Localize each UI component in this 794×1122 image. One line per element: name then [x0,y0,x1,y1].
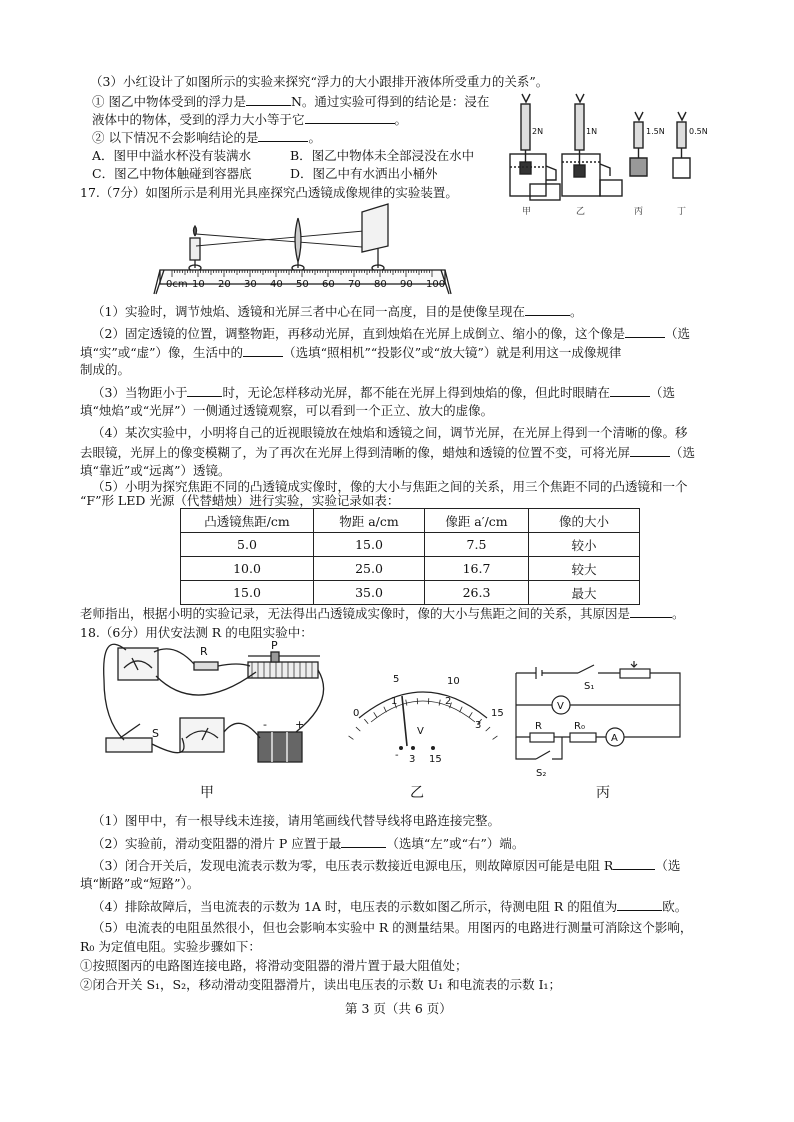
fig-label: 丙 [596,785,610,801]
switch-s2-symbol [536,751,550,759]
circuit-diagram-figure [508,655,688,780]
q17-p4a: （4）某次实验中，小明将自己的近视眼镜放在烛焰和透镜之间，调节光屏，在光屏上得到一个清晰的像。移 [92,425,688,440]
q18-heading: 18.（6分）用伏安法测 R 的电阻实验中： [80,625,313,640]
answer-blank[interactable] [613,856,655,870]
q17-p6 [80,604,685,622]
table-cell: 7.5 [425,533,529,557]
fig-label: 丙 [634,207,644,217]
dial-tick [439,700,440,706]
table-header-cell: 像距 a′/cm [425,509,529,533]
screen-icon [362,204,388,252]
dial-top-label: 5 [393,674,400,685]
table-cell: 最大 [529,581,640,605]
dial-tick [469,712,472,717]
table-header-row [181,509,640,533]
q17-p4d: 填“靠近”或“远离”）透镜。 [80,463,231,478]
dial-bottom-label: 1 [391,696,398,707]
answer-blank[interactable] [617,897,662,911]
circuit-apparatus-figure [96,640,336,775]
q18-p1: （1）图甲中，有一根导线未连接，请用笔画线代替导线将电路连接完整。 [92,813,500,828]
q16-item1-line2 [92,110,407,128]
q16-item1-c: 液体中的物体，受到的浮力大小等于它 [92,112,305,127]
q16-item1-line1 [92,92,489,110]
voltmeter-dial-figure [345,670,505,770]
page-footer: 第 3 页（共 6 页） [345,1001,452,1016]
q17-p2-line2 [80,343,621,361]
answer-blank[interactable] [610,383,650,397]
q18-p3b: （选 [655,858,681,873]
ruler-tick-label: 10 [192,279,205,290]
answer-blank[interactable] [258,128,308,142]
dial-tick [349,736,354,740]
table-cell: 15.0 [314,533,425,557]
dial-tick [493,736,498,740]
dial-tick [364,719,368,724]
answer-blank[interactable] [305,110,395,124]
label-s2: S₂ [536,768,547,779]
dial-bottom-label: 0 [353,708,360,719]
dial-bottom-label: 3 [475,720,482,731]
answer-blank[interactable] [341,834,386,848]
answer-blank[interactable] [187,383,222,397]
q17-p1-end: 。 [569,304,583,319]
answer-blank[interactable] [630,604,672,618]
q16-option-c: C．图乙中物体触碰到容器底 [92,166,252,181]
label-a: A [611,733,618,744]
voltmeter-icon [180,718,224,752]
q18-p3-line1 [92,856,680,874]
candle-icon [190,238,200,260]
q18-p2a: （2）实验前，滑动变阻器的滑片 P 应置于最 [92,836,342,851]
resistor-icon [194,662,218,670]
answer-blank[interactable] [625,324,665,338]
rheostat-icon [248,662,318,678]
dial-bottom-label: 2 [445,696,452,707]
q17-p1-text: （1）实验时，调节烛焰、透镜和光屏三者中心在同一高度，目的是使像呈现在 [92,304,525,319]
ruler-tick-label: 30 [244,279,257,290]
q18-step2: ②闭合开关 S₁，S₂，移动滑动变阻器滑片，读出电压表的示数 U₁ 和电流表的示数 I₁； [80,977,562,992]
q16-item2-text: ② 以下情况不会影响结论的是 [92,130,259,145]
ruler-tick-label: 50 [296,279,309,290]
buoyancy-experiment-figure [500,92,710,217]
table-row [181,533,640,557]
lens-record-table [180,508,640,605]
dial-tick [374,712,377,717]
q17-p3d: 填“烛焰”或“光屏”）一侧通过透镜观察，可以看到一个正立、放大的虚像。 [80,403,494,418]
dial-top-label: 10 [447,676,460,687]
label-minus: - [263,718,267,731]
q18-p2 [92,834,524,852]
q18-p3a: （3）闭合开关后，发现电流表示数为零，电压表示数接近电源电压，则故障原因可能是电阻 R [92,858,614,873]
answer-blank[interactable] [246,92,291,106]
q17-p2a: （2）固定透镜的位置，调整物距，再移动光屏，直到烛焰在光屏上成倒立、缩小的像，这个像是 [92,326,625,341]
q17-p3b: 时，无论怎样移动光屏，都不能在光屏上得到烛焰的像，但此时眼睛在 [222,385,610,400]
dial-tick [356,727,360,731]
resistor-r0-symbol [570,733,596,742]
scale-reading: 1.5N [646,127,665,136]
ruler-tick-label: 0cm [166,279,188,290]
label-s1: S₁ [584,681,595,692]
q16-option-a: A．图甲中溢水杯没有装满水 [92,148,252,163]
table-cell: 15.0 [181,581,314,605]
answer-blank[interactable] [243,343,283,357]
table-cell: 10.0 [181,557,314,581]
q16-intro: （3）小红设计了如图所示的实验来探究“浮力的大小跟排开液体所受重力的关系”。 [90,74,549,89]
scale-reading: 1N [586,127,598,136]
q17-p2d: （选填“照相机”“投影仪”或“放大镜”）就是利用这一成像规律 [283,345,622,360]
q18-p4a: （4）排除故障后，当电流表的示数为 1A 时，电压表的示数如图乙所示，待测电阻 R 的阻值为 [92,899,618,914]
fig-label: 丁 [677,207,687,217]
table-row [181,581,640,605]
table-header-cell: 物距 a/cm [314,509,425,533]
terminal-label: - [395,750,399,761]
ruler-tick-label: 70 [348,279,361,290]
battery-icon [258,732,302,762]
label-r: R [200,645,208,658]
label-plus: + [295,718,305,731]
dial-tick [460,707,463,712]
answer-blank[interactable] [525,302,570,316]
ruler-tick-label: 80 [374,279,387,290]
q18-p4 [92,897,687,915]
dial-tick [384,707,387,712]
q16-item1-a: ① 图乙中物体受到的浮力是 [92,94,246,109]
ruler-tick-label: 100 [426,279,446,290]
q17-p4c: （选 [670,445,696,460]
ruler-tick-label: 60 [322,279,335,290]
switch-icon [106,738,152,752]
fig-label: 乙 [576,207,586,217]
q16-item2 [92,128,321,146]
fig-label: 甲 [200,785,214,801]
scale-reading: 2N [532,127,544,136]
q17-p6-text: 老师指出，根据小明的实验记录，无法得出凸透镜成实像时，像的大小与焦距之间的关系，其原因是 [80,606,631,621]
q17-p2e: 制成的。 [80,362,131,377]
dial-tick [486,727,490,731]
label-r: R [535,721,542,732]
q17-p2b: （选 [664,326,690,341]
switch-s1-symbol [578,665,594,673]
table-row [181,557,640,581]
q17-p6-end: 。 [672,606,685,621]
ammeter-icon [118,648,158,680]
fig-label: 甲 [522,207,532,217]
table-cell: 较小 [529,533,640,557]
fig-label: 乙 [410,785,424,801]
q18-p3c: 填“断路”或“短路”）。 [80,876,200,891]
q17-p2-line1 [92,324,690,342]
q17-p4-line2 [80,443,695,461]
table-header-cell: 像的大小 [529,509,640,533]
table-cell: 35.0 [314,581,425,605]
q16-item1-b: N。通过实验可得到的结论是：浸在 [290,94,490,109]
table-cell: 较大 [529,557,640,581]
optical-bench-figure [150,200,455,296]
dial-unit: V [417,726,424,737]
ruler-tick-label: 20 [218,279,231,290]
lens-icon [295,218,301,262]
q17-p1 [92,302,582,320]
q16-item2-end: 。 [308,130,321,145]
resistor-r-symbol [530,733,554,742]
q16-item1-end: 。 [394,112,408,127]
q18-p5b: R₀ 为定值电阻。实验步骤如下： [80,939,261,954]
scale-reading: 0.5N [689,127,708,136]
q17-p3-line1 [92,383,675,401]
label-r0: R₀ [574,721,585,732]
terminal-label: 15 [429,754,442,765]
table-cell: 26.3 [425,581,529,605]
q17-p4b: 去眼镜，光屏上的像变模糊了，为了再次在光屏上得到清晰的像，蜡烛和透镜的位置不变，可将光屏 [80,445,631,460]
dial-end-label: 15 [491,708,504,719]
ruler-tick-label: 90 [400,279,413,290]
q17-p3a: （3）当物距小于 [92,385,188,400]
label-p: P [271,640,278,652]
rheostat-symbol [620,669,650,678]
table-cell: 25.0 [314,557,425,581]
q18-p2b: （选填“左”或“右”）端。 [386,836,525,851]
table-header-cell: 凸透镜焦距/cm [181,509,314,533]
table-cell: 5.0 [181,533,314,557]
q18-step1: ①按照图丙的电路图连接电路，将滑动变阻器的滑片置于最大阻值处； [80,958,468,973]
q17-heading: 17.（7分）如图所示是利用光具座探究凸透镜成像规律的实验装置。 [80,185,458,200]
q16-option-d: D．图乙中有水洒出小桶外 [290,166,438,181]
q18-p5a: （5）电流表的电阻虽然很小，但也会影响本实验中 R 的测量结果。用图丙的电路进行测量可消除这个影响， [92,920,693,935]
dial-tick [406,700,407,706]
q17-p2c: 填“实”或“虚”）像，生活中的 [80,345,244,360]
table-cell: 16.7 [425,557,529,581]
ruler-tick-label: 40 [270,279,283,290]
q17-p3c: （选 [649,385,675,400]
q16-option-b: B．图乙中物体未全部浸没在水中 [290,148,475,163]
terminal-label: 3 [409,754,416,765]
label-s: S [152,727,159,740]
q18-p4b: 欧。 [662,899,688,914]
q17-p5b: “F”形 LED 光源（代替蜡烛）进行实验，实验记录如表： [80,493,400,508]
label-v: V [557,701,564,712]
answer-blank[interactable] [630,443,670,457]
q17-p5a: （5）小明为探究焦距不同的凸透镜成实像时，像的大小与焦距之间的关系，用三个焦距不同的凸透镜和一个 [92,479,688,494]
